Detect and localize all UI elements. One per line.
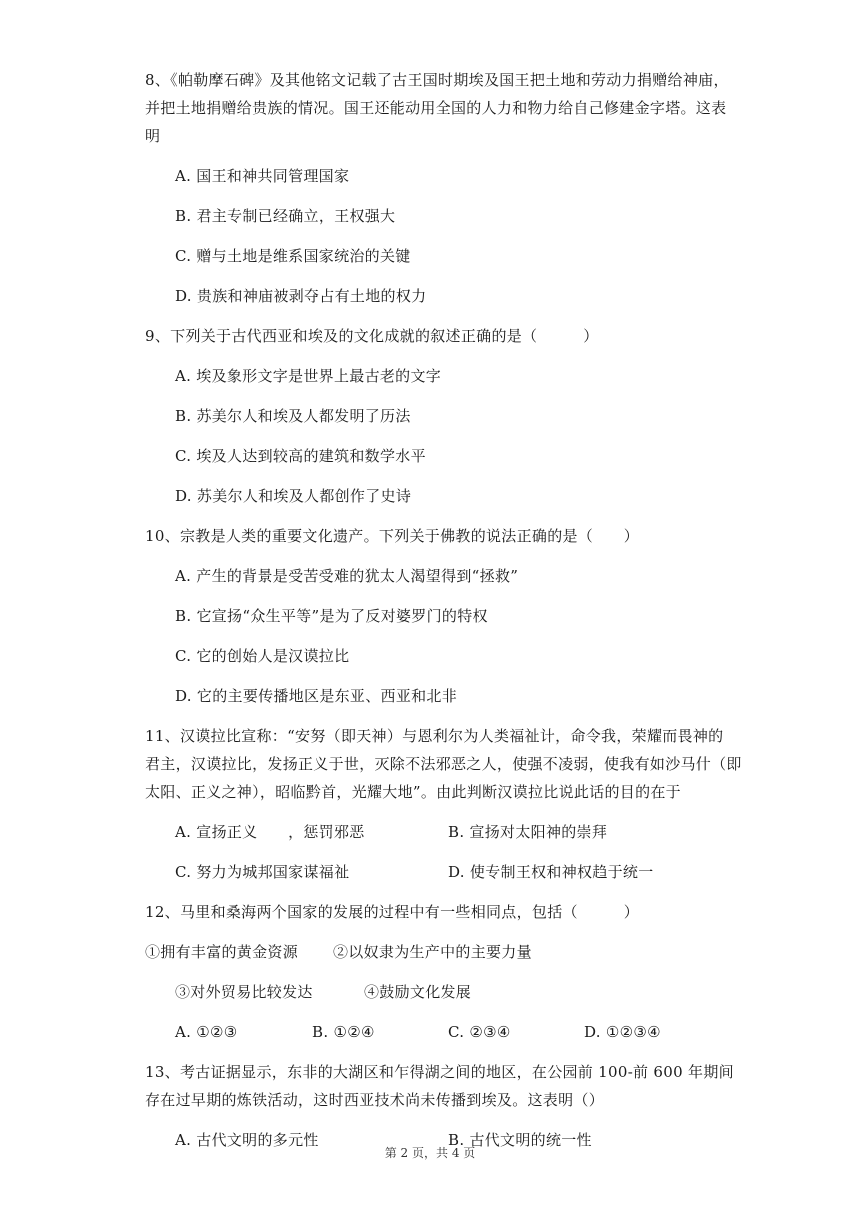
question-11-line-3: 太阳、正义之神），昭临黔首，光耀大地”。由此判断汉谟拉比说此话的目的在于 — [145, 783, 681, 801]
question-9-option-b: B. 苏美尔人和埃及人都发明了历法 — [175, 407, 411, 425]
question-13-option-a: A. 古代文明的多元性 — [175, 1131, 319, 1149]
question-8-option-a: A. 国王和神共同管理国家 — [175, 167, 350, 185]
question-8-line-3: 明 — [145, 127, 161, 145]
question-11-option-d: D. 使专制王权和神权趋于统一 — [448, 863, 654, 881]
question-12-option-b: B. ①②④ — [312, 1023, 375, 1041]
question-8-option-c: C. 赠与土地是维系国家统治的关键 — [175, 247, 411, 265]
question-12-item-1: ①拥有丰富的黄金资源 — [145, 943, 299, 961]
question-10-option-c: C. 它的创始人是汉谟拉比 — [175, 647, 350, 665]
question-9-option-d: D. 苏美尔人和埃及人都创作了史诗 — [175, 487, 412, 505]
question-11-line-2: 君主，汉谟拉比，发扬正义于世，灭除不法邪恶之人，使强不凌弱，使我有如沙马什（即 — [145, 755, 742, 773]
question-9-option-a: A. 埃及象形文字是世界上最古老的文字 — [175, 367, 442, 385]
question-13-line-2: 存在过早期的炼铁活动，这时西亚技术尚未传播到埃及。这表明（） — [145, 1091, 605, 1109]
question-12-option-a: A. ①②③ — [175, 1023, 238, 1041]
question-12-item-3: ③对外贸易比较发达 — [175, 983, 313, 1001]
question-13-line-1: 13、考古证据显示，东非的大湖区和乍得湖之间的地区，在公园前 100-前 600 年期间 — [145, 1063, 734, 1081]
page-footer: 第 2 页，共 4 页 — [384, 1146, 476, 1160]
question-8-line-1: 8、《帕勒摩石碑》及其他铭文记载了古王国时期埃及国王把土地和劳动力捐赠给神庙， — [145, 71, 729, 89]
question-8-line-2: 并把土地捐赠给贵族的情况。国王还能动用全国的人力和物力给自己修建金字塔。这表 — [145, 99, 727, 117]
question-11-line-1: 11、汉谟拉比宣称：“安努（即天神）与恩利尔为人类福祉计，命令我，荣耀而畏神的 — [145, 727, 724, 745]
question-9-stem: 9、下列关于古代西亚和埃及的文化成就的叙述正确的是（ ） — [145, 327, 599, 345]
question-10-stem: 10、宗教是人类的重要文化遗产。下列关于佛教的说法正确的是（ ） — [145, 527, 639, 545]
question-10-option-b: B. 它宣扬“众生平等”是为了反对婆罗门的特权 — [175, 607, 488, 625]
question-8-option-d: D. 贵族和神庙被剥夺占有土地的权力 — [175, 287, 427, 305]
question-10-option-d: D. 它的主要传播地区是东亚、西亚和北非 — [175, 687, 458, 705]
question-11-option-a: A. 宣扬正义 ，惩罚邪恶 — [175, 823, 365, 841]
question-12-stem: 12、马里和桑海两个国家的发展的过程中有一些相同点，包括（ ） — [145, 903, 639, 921]
question-12-item-2: ②以奴隶为生产中的主要力量 — [333, 943, 532, 961]
question-9-option-c: C. 埃及人达到较高的建筑和数学水平 — [175, 447, 426, 465]
question-12-item-4: ④鼓励文化发展 — [364, 983, 472, 1001]
question-10-option-a: A. 产生的背景是受苦受难的犹太人渴望得到“拯救” — [175, 567, 519, 585]
question-12-option-c: C. ②③④ — [448, 1023, 511, 1041]
question-12-option-d: D. ①②③④ — [584, 1023, 661, 1041]
question-11-option-b: B. 宣扬对太阳神的崇拜 — [448, 823, 608, 841]
question-13-option-b: B. 古代文明的统一性 — [448, 1131, 592, 1149]
question-11-option-c: C. 努力为城邦国家谋福祉 — [175, 863, 350, 881]
question-8-option-b: B. 君主专制已经确立，王权强大 — [175, 207, 396, 225]
